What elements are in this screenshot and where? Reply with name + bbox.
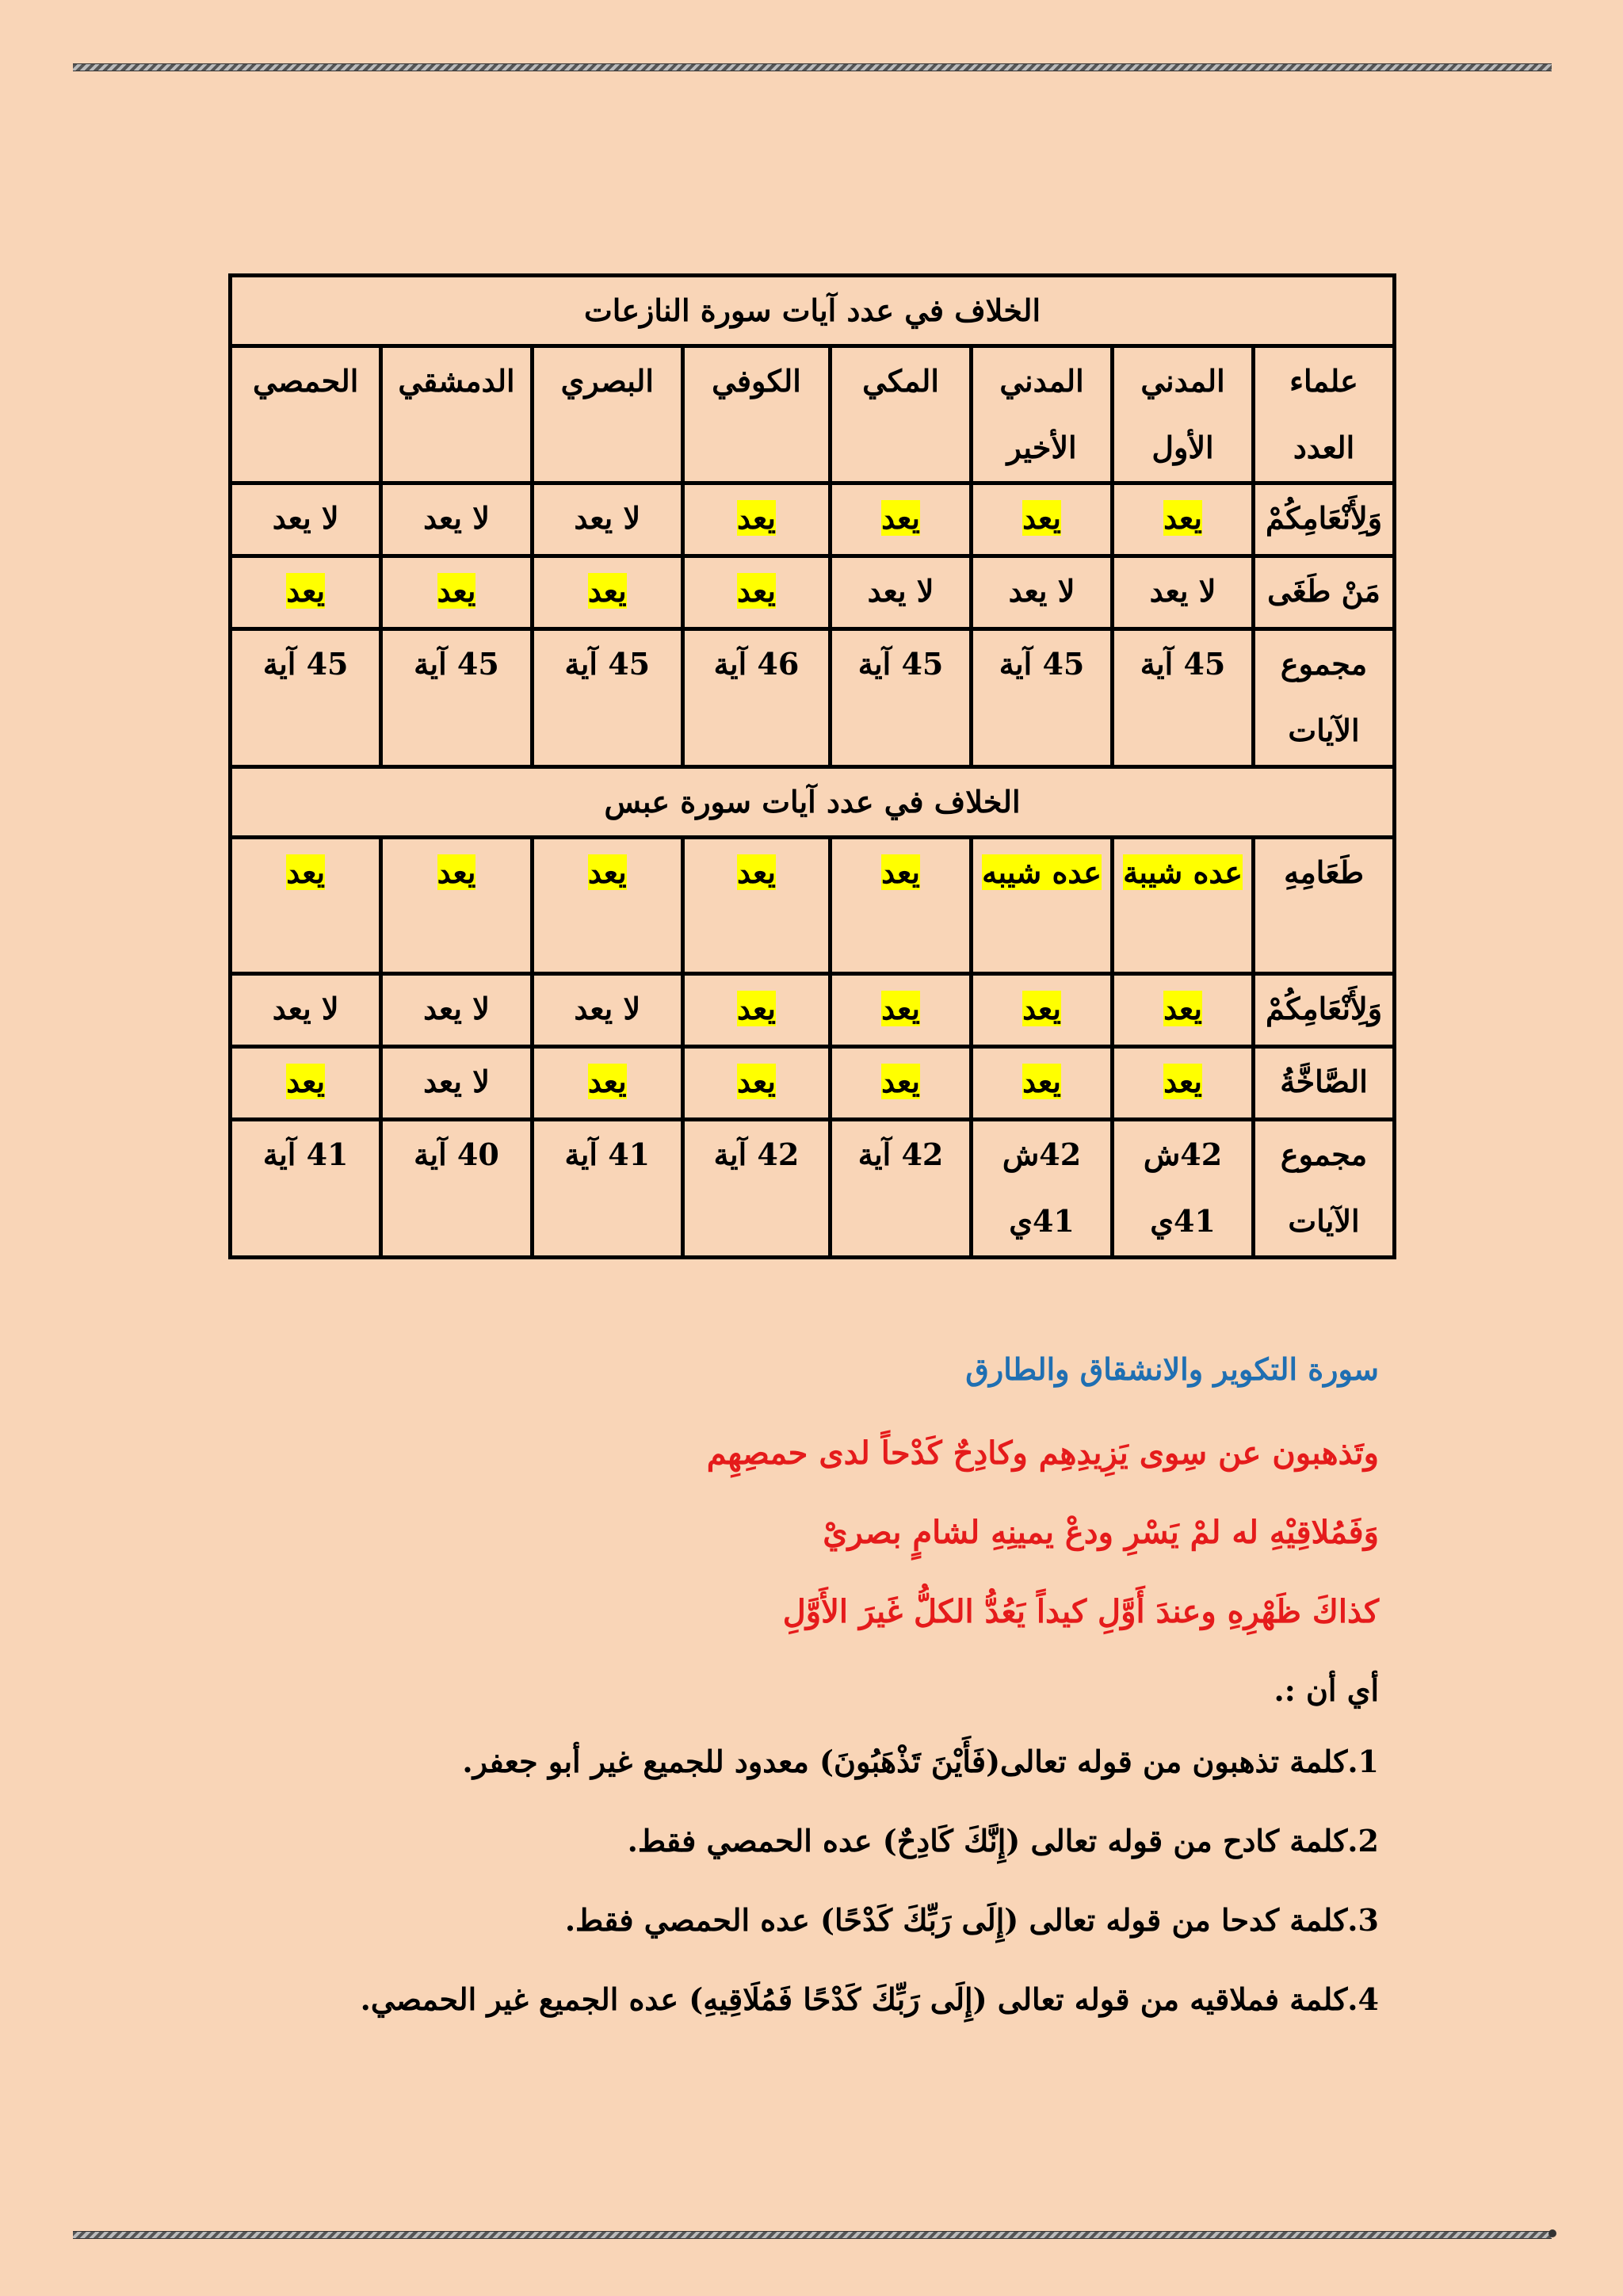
list-item: 2.كلمة كادح من قوله تعالى (إِنَّكَ كَادِحٌ) عده الحمصي فقط. bbox=[627, 1823, 1379, 1859]
header-dimashqi: الدمشقي bbox=[381, 346, 532, 483]
table-cell: 42 آية bbox=[831, 1120, 972, 1258]
row-label: وَلِأَنْعَامِكُمْ bbox=[1254, 483, 1395, 556]
table-cell: 45 آية bbox=[231, 629, 381, 767]
table-cell: يعد bbox=[532, 556, 682, 629]
row-label: مَنْ طَغَى bbox=[1254, 556, 1395, 629]
list-item: 3.كلمة كدحا من قوله تعالى (إِلَى رَبِّكَ كَدْحًا) عده الحمصي فقط. bbox=[564, 1902, 1379, 1938]
top-decorative-rule bbox=[73, 63, 1552, 71]
table-cell: لا يعد bbox=[532, 974, 682, 1047]
header-homsi: الحمصي bbox=[231, 346, 381, 483]
bottom-decorative-rule bbox=[73, 2231, 1552, 2239]
table-cell: يعد bbox=[972, 1047, 1113, 1120]
row-label: وَلِأَنْعَامِكُمْ bbox=[1254, 974, 1395, 1047]
table-cell: يعد bbox=[231, 838, 381, 974]
table-title-naziat: الخلاف في عدد آيات سورة النازعات bbox=[231, 276, 1395, 346]
table-cell: لا يعد bbox=[972, 556, 1113, 629]
table-cell: يعد bbox=[972, 974, 1113, 1047]
table-cell: لا يعد bbox=[381, 483, 532, 556]
table-cell: 45 آية bbox=[1113, 629, 1254, 767]
table-cell: 46 آية bbox=[682, 629, 830, 767]
table-cell: يعد bbox=[831, 838, 972, 974]
table-cell: عده شيبه bbox=[972, 838, 1113, 974]
table-cell: عده شيبة bbox=[1113, 838, 1254, 974]
table-cell: لا يعد bbox=[231, 483, 381, 556]
table-cell: 41 آية bbox=[231, 1120, 381, 1258]
verse-line-1: وتَذهبون عن سِوى يَزِيدِهِم وكادِحٌ كَدْحاً لدى حمصِهِم bbox=[706, 1435, 1379, 1472]
header-scholars: علماء العدد bbox=[1254, 346, 1395, 483]
table-title-abasa: الخلاف في عدد آيات سورة عبس bbox=[231, 767, 1395, 838]
table-cell: 45 آية bbox=[972, 629, 1113, 767]
table-cell: يعد bbox=[231, 1047, 381, 1120]
table-cell: 41 آية bbox=[532, 1120, 682, 1258]
table-cell: يعد bbox=[682, 974, 830, 1047]
header-kufi: الكوفي bbox=[682, 346, 830, 483]
table-cell: يعد bbox=[682, 838, 830, 974]
table-cell: يعد bbox=[1113, 1047, 1254, 1120]
list-item: 4.كلمة فملاقيه من قوله تعالى (إِلَى رَبِّكَ كَدْحًا فَمُلَاقِيهِ) عده الجميع غير الحمصي. bbox=[360, 1981, 1379, 2017]
row-label: طَعَامِهِ bbox=[1254, 838, 1395, 974]
table-cell: لا يعد bbox=[381, 974, 532, 1047]
table-cell: 45 آية bbox=[532, 629, 682, 767]
verse-line-2: وَفَمُلاقِيْهِ له لمْ يَسْرِ ودعْ يمينِهِ لشامٍ بصريْ bbox=[823, 1514, 1379, 1551]
table-cell: يعد bbox=[682, 556, 830, 629]
note-intro: أي أن :. bbox=[1274, 1672, 1379, 1708]
table-cell: لا يعد bbox=[1113, 556, 1254, 629]
table-cell: لا يعد bbox=[831, 556, 972, 629]
table-cell: 45 آية bbox=[381, 629, 532, 767]
table-cell: 40 آية bbox=[381, 1120, 532, 1258]
table-cell: يعد bbox=[831, 1047, 972, 1120]
verse-count-table bbox=[228, 273, 1396, 1259]
table-cell: يعد bbox=[972, 483, 1113, 556]
table-cell: 45 آية bbox=[831, 629, 972, 767]
section-title: سورة التكوير والانشقاق والطارق bbox=[965, 1351, 1379, 1387]
header-madani-last: المدني الأخير bbox=[972, 346, 1113, 483]
table-cell: يعد bbox=[381, 556, 532, 629]
table-cell: 42 آية bbox=[682, 1120, 830, 1258]
verse-line-3: كذاكَ ظَهْرِهِ وعندَ أَوَّلِ كيداً يَعُدُّ الكلُّ غَيرَ الأَوَّلِ bbox=[782, 1593, 1379, 1630]
table-cell: لا يعد bbox=[381, 1047, 532, 1120]
row-label: مجموع الآيات bbox=[1254, 1120, 1395, 1258]
row-label: مجموع الآيات bbox=[1254, 629, 1395, 767]
table-cell: 42ش 41ي bbox=[1113, 1120, 1254, 1258]
header-madani-first: المدني الأول bbox=[1113, 346, 1254, 483]
table-cell: لا يعد bbox=[231, 974, 381, 1047]
table-cell: يعد bbox=[1113, 483, 1254, 556]
table-cell: يعد bbox=[1113, 974, 1254, 1047]
row-label: الصَّاخَّةُ bbox=[1254, 1047, 1395, 1120]
table-cell: يعد bbox=[831, 483, 972, 556]
table-cell: يعد bbox=[532, 838, 682, 974]
table-cell: 42ش 41ي bbox=[972, 1120, 1113, 1258]
table-cell: يعد bbox=[682, 483, 830, 556]
table-cell: لا يعد bbox=[532, 483, 682, 556]
header-makki: المكي bbox=[831, 346, 972, 483]
table-cell: يعد bbox=[682, 1047, 830, 1120]
table-cell: يعد bbox=[381, 838, 532, 974]
table-cell: يعد bbox=[532, 1047, 682, 1120]
header-basri: البصري bbox=[532, 346, 682, 483]
table-cell: يعد bbox=[831, 974, 972, 1047]
list-item: 1.كلمة تذهبون من قوله تعالى(فَأَيْنَ تَذْهَبُونَ) معدود للجميع غير أبو جعفر. bbox=[462, 1744, 1379, 1779]
table-cell: يعد bbox=[231, 556, 381, 629]
